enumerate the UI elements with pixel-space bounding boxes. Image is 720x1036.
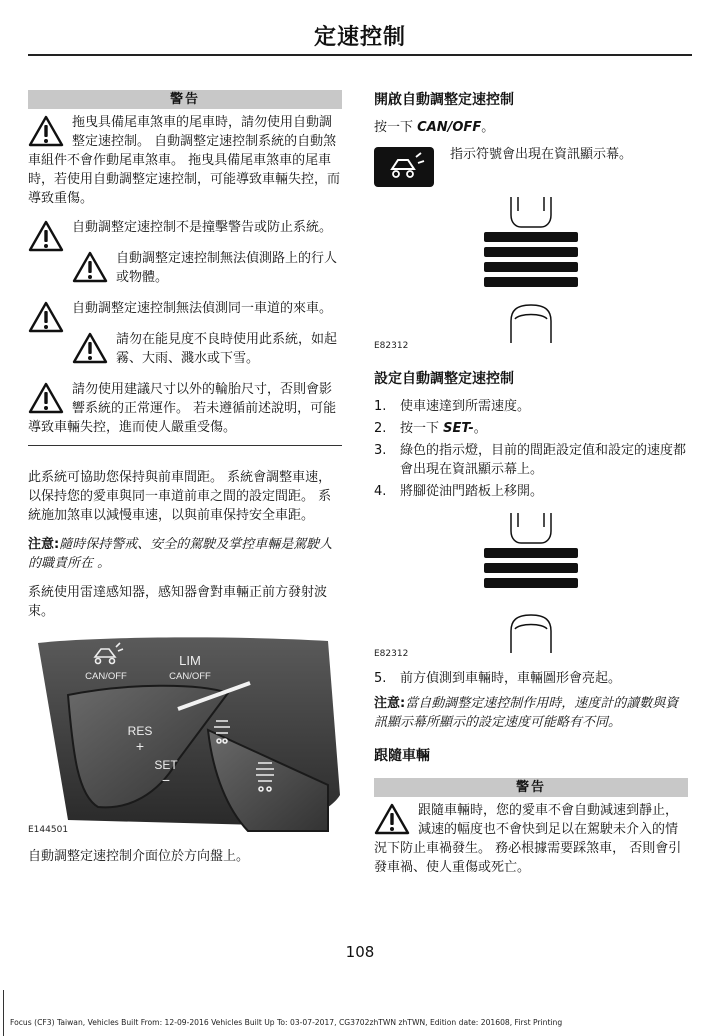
figure-code: E82312 — [374, 341, 409, 351]
warning-triangle-icon — [28, 382, 64, 414]
period: 。 — [481, 120, 495, 135]
own-car-icon — [511, 615, 551, 653]
warning-text: 跟隨車輛時，您的愛車不會自動減速到靜止，減速的幅度也不會快到足以在駕駛未介入的情況下防止車禍發生。 務必根據需要踩煞車， 否則會引發車禍、使人重傷或死亡。 — [374, 803, 682, 875]
indicator-row — [374, 147, 688, 187]
footer: Focus (CF3) Taiwan, Vehicles Built From: 12-09-2016 Vehicles Built Up To: 03-07-2017, CG3702zhTWN zhTWN, Edition date: 201608, First Printing — [10, 1018, 563, 1027]
warning-header: 警告 — [28, 90, 342, 109]
divider — [28, 445, 342, 446]
enable-instruction — [374, 118, 688, 137]
warning-item — [28, 113, 342, 208]
warning-text: 自動調整定速控制無法偵測路上的行人或物體。 — [116, 251, 338, 285]
figure-code: E82312 — [374, 649, 409, 659]
lead-car-icon — [511, 197, 551, 227]
warning-item — [28, 330, 342, 368]
set-button-name: SET- — [443, 421, 474, 436]
gap-display-figure-2 — [374, 511, 688, 655]
list-item: 5. 前方偵測到車輛時，車輛圖形會亮起。 — [374, 671, 622, 686]
warning-triangle-icon — [72, 332, 108, 364]
note-text: 隨時保持警戒、安全的駕駛及掌控車輛是駕駛人的職責所在 。 — [28, 537, 333, 571]
warning-text: 自動調整定速控制不是撞擊警告或防止系統。 — [72, 220, 333, 235]
warning-triangle-icon — [374, 803, 410, 835]
list-item: 3. 綠色的指示燈，目前的間距設定值和設定的速度都會出現在資訊顯示幕上。 — [374, 443, 687, 477]
page-title: 定速控制 — [313, 25, 406, 50]
cancel-off-label: CAN/OFF — [85, 671, 127, 682]
gap-display-figure-1 — [374, 195, 688, 345]
steps-list-continued — [374, 669, 688, 688]
note-label: 注意: — [28, 537, 60, 552]
warning-item — [28, 218, 342, 237]
warning-text: 拖曳具備尾車煞車的尾車時，請勿使用自動調整定速控制。 自動調整定速控制系統的自動煞車組件不會作動尾車煞車。 拖曳具備尾車煞車的尾車時，若使用自動調整定速控制，可能導致車輛失控，而導致重傷。 — [28, 115, 341, 206]
intro-paragraph: 此系統可協助您保持與前車間距。 系統會調整車速，以保持您的愛車與同一車道前車之間的設定間距。 系統施加煞車以減慢車速，以與前車保持安全車距。 — [28, 470, 332, 523]
left-column — [28, 90, 342, 866]
indicator-text: 指示符號會出現在資訊顯示幕。 — [450, 147, 633, 162]
title-rule — [28, 54, 692, 56]
steering-controls-illustration — [28, 635, 342, 835]
warning-triangle-icon — [28, 301, 64, 333]
note — [28, 535, 342, 573]
radar-paragraph: 系統使用雷達感知器，感知器會對車輛正前方發射波束。 — [28, 585, 328, 619]
list-item: 4. 將腳從油門踏板上移開。 — [374, 484, 544, 499]
can-off-button-name: CAN/OFF — [417, 120, 482, 135]
warning-text: 請勿使用建議尺寸以外的輪胎尺寸，否則會影響系統的正常運作。 若未遵循前述說明，可能導致車輛失控，進而使人嚴重受傷。 — [28, 382, 337, 435]
figure-caption: 自動調整定速控制介面位於方向盤上。 — [28, 849, 250, 864]
section-title-follow: 跟隨車輛 — [374, 748, 430, 764]
section-title-enable: 開啟自動調整定速控制 — [374, 92, 514, 108]
res-label: RES — [127, 724, 153, 738]
lim-label: LIM — [179, 653, 201, 668]
lim-cancel-label: CAN/OFF — [169, 671, 211, 682]
page-number: 108 — [345, 943, 375, 961]
adaptive-cruise-indicator-icon — [374, 147, 434, 187]
plus-label: + — [135, 738, 145, 754]
note — [374, 694, 688, 732]
margin-line — [3, 990, 4, 1036]
warning-item — [28, 380, 342, 437]
steps-list — [374, 397, 688, 501]
press-text: 按一下 — [374, 120, 414, 135]
warning-triangle-icon — [28, 115, 64, 147]
warning-item — [28, 299, 342, 318]
warning-text: 請勿在能見度不良時使用此系統，如起霧、大雨、濺水或下雪。 — [116, 332, 338, 366]
note-label: 注意: — [374, 696, 406, 711]
warning-item — [374, 801, 688, 877]
set-label: SET — [154, 758, 178, 772]
warning-text: 自動調整定速控制無法偵測同一車道的來車。 — [72, 301, 333, 316]
section-title-set: 設定自動調整定速控制 — [374, 371, 514, 387]
warning-triangle-icon — [72, 251, 108, 283]
note-text: 當自動調整定速控制作用時，速度計的讀數與資訊顯示幕所顯示的設定速度可能略有不同。 — [374, 696, 679, 730]
list-item: 2. 按一下 SET-。 — [374, 421, 487, 436]
figure-code: E144501 — [28, 825, 69, 835]
warning-header: 警告 — [374, 778, 688, 797]
lead-car-icon — [511, 513, 551, 543]
warning-triangle-icon — [28, 220, 64, 252]
list-item: 1. 使車速達到所需速度。 — [374, 399, 531, 414]
warning-item — [28, 249, 342, 287]
own-car-icon — [511, 305, 551, 343]
minus-label: − — [161, 772, 171, 788]
right-column — [374, 90, 688, 877]
